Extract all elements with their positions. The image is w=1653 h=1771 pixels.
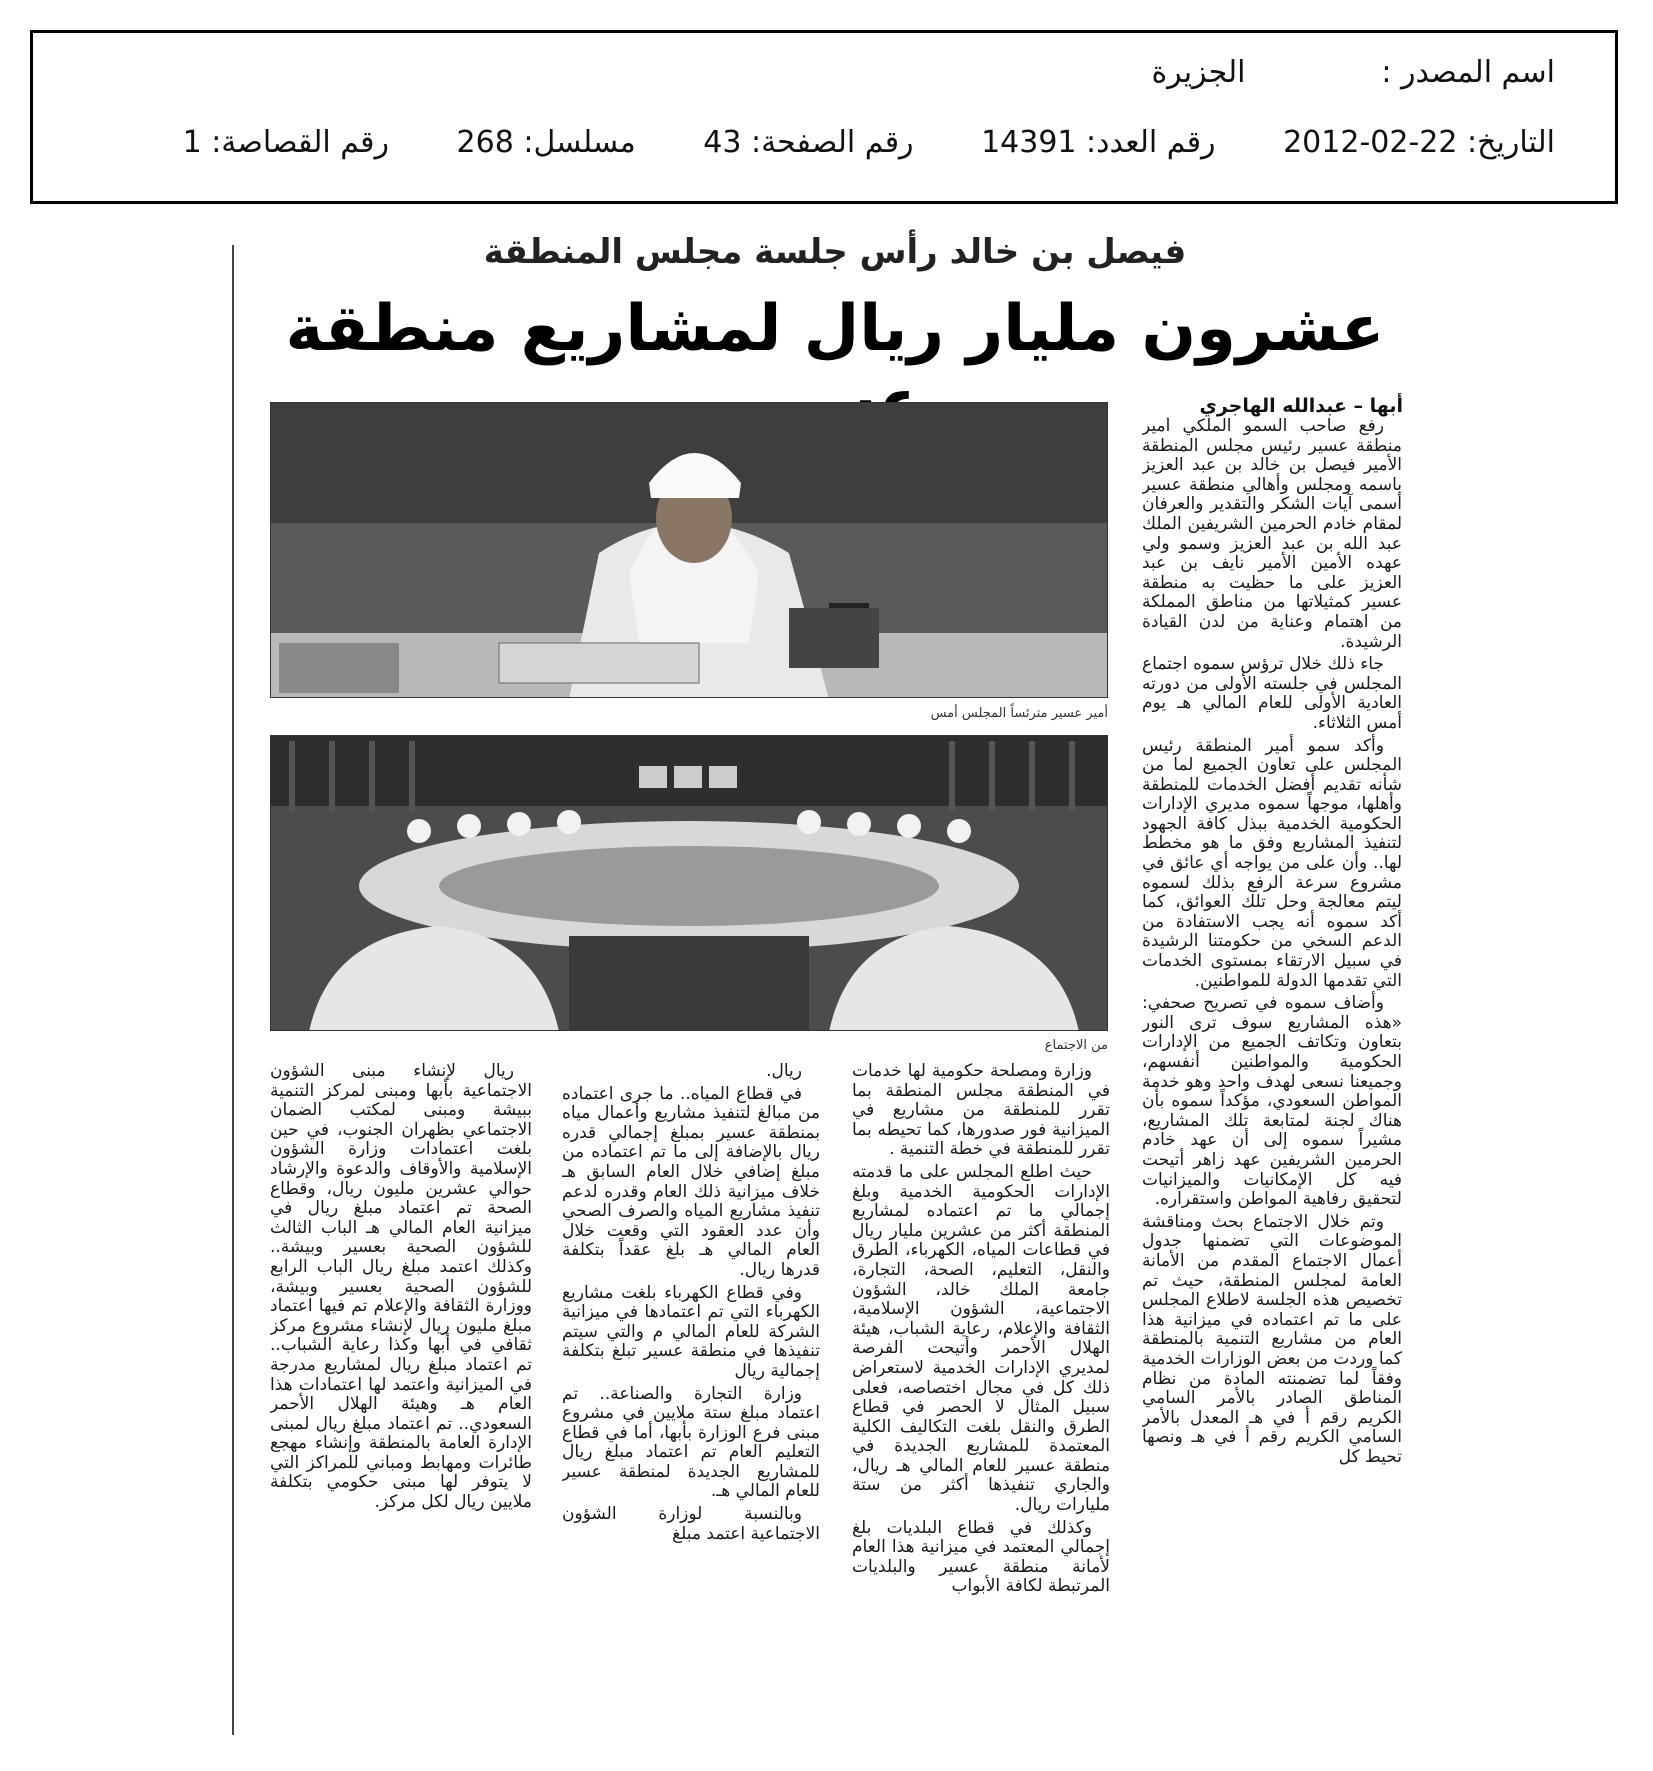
clip-field: رقم القصاصة: 1 [182,125,389,160]
photo-meeting-caption: من الاجتماع [1044,1038,1108,1053]
article-subtitle: فيصل بن خالد رأس جلسة مجلس المنطقة [483,232,1187,272]
article-column-2 [852,1062,1110,1748]
meta-row [183,125,1555,160]
photo-governor-caption: أمير عسير مترئساً المجلس أمس [930,706,1108,721]
paragraph: وأضاف سموه في تصريح صحفي: «هذه المشاريع سوف ترى النور بتعاون وتكاتف الجميع من الإدارات الحكومية والمواطنين أنفسهم، وجميعنا نسعى لهدف واحد وهو خدمة المواطن السعودي، مؤكداً سموه بأن هناك لجنة لمتابعة تلك المشاريع، مشيراً سموه إلى أن عهد خادم الحرمين الشريفين عهد زاهر أتيحت فيه كل الإمكانيات والميزانيات لتحقيق رفاهية المواطن واستقراره. [1142,993,1402,1210]
issue-field: رقم العدد: 14391 [981,125,1216,160]
article-headline: عشرون مليار ريال لمشاريع منطقة [285,292,1385,366]
clipping-header [30,30,1618,204]
paragraph: وبالنسبة لوزارة الشؤون الاجتماعية اعتمد مبلغ [562,1504,820,1544]
photo-meeting [270,735,1108,1031]
paragraph: ريال لإنشاء مبنى الشؤون الاجتماعية بأبها ومبنى لمركز التنمية ببيشة ومبنى لمكتب الضمان الاجتماعي بظهران الجنوب، في حين بلغت اعتمادات وزارة الشؤون الإسلامية والأوقاف والدعوة والإرشاد حوالي عشرين مليون ريال، وقطاع الصحة تم اعتماد مبلغ ريال في ميزانية العام المالي هـ الباب الثالث للشؤون الصحية بعسير وبيشة.. وكذلك اعتمد مبلغ ريال الباب الرابع للشؤون الصحية بعسير وبيشة، ووزارة الثقافة والإعلام تم فيها اعتماد مبلغ مليون ريال لإنشاء مشروع مركز ثقافي في أبها وكذا رعاية الشباب.. تم اعتماد مبلغ ريال لمشاريع مدرجة في الميزانية واعتمد لها اعتمادات هذا العام هـ وهيئة الهلال الأحمر السعودي.. تم اعتماد مبلغ ريال لمبنى الإدارة العامة بالمنطقة وإنشاء مهجع طائرات ومهابط ومباني للمراكز التي لا يتوفر لها مبنى حكومي بتكلفة ملايين ريال لكل مركز. [270,1062,532,1513]
article-column-1 [1142,417,1402,1747]
source-label: اسم المصدر : [1381,55,1555,90]
article-byline: أبها – عبدالله الهاجري [1199,395,1403,417]
article-column-3 [562,1062,820,1748]
paragraph: وكذلك في قطاع البلديات بلغ إجمالي المعتمد في ميزانية هذا العام لأمانة منطقة عسير والبلديات المرتبطة لكافة الأبواب [852,1517,1110,1597]
paragraph: وتم خلال الاجتماع بحث ومناقشة الموضوعات التي تضمنها جدول أعمال الاجتماع المقدم من الأمانة العامة لمجلس المنطقة، حيث تم تخصيص هذه الجلسة لاطلاع المجلس على ما تم اعتماده في ميزانية هذا العام من مشاريع التنمية بالمنطقة كما وردت من بعض الوزارات الخدمية وفقاً لما تضمنته المادة من نظام المناطق الصادر بالأمر السامي الكريم رقم أ في هـ المعدل بالأمر السامي الكريم رقم أ في هـ ونصها تحيط كل [1142,1211,1402,1467]
paragraph: وفي قطاع الكهرباء بلغت مشاريع الكهرباء التي تم اعتمادها في ميزانية الشركة للعام المالي م والتي سيتم تنفيذها في منطقة عسير تبلغ بتكلفة إجمالية ريال [562,1282,820,1381]
photo-governor-illustration [270,403,1107,698]
photo-meeting-illustration [270,736,1107,1031]
paragraph: وزارة التجارة والصناعة.. تم اعتماد مبلغ ستة ملايين في مشروع مبنى فرع الوزارة بأبها، أما في قطاع التعليم العام تم اعتماد مبلغ ريال للمشاريع الجديدة لمنطقة عسير للعام المالي هـ. [562,1383,820,1502]
column-rule [232,245,234,1735]
article-column-4 [270,1062,532,1748]
paragraph: حيث اطلع المجلس على ما قدمته الإدارات الحكومية الخدمية وبلغ إجمالي ما تم اعتماده لمشاريع المنطقة أكثر من عشرين مليار ريال في قطاعات المياه، الكهرباء، الطرق والنقل، التعليم، الصحة، التجارة، جامعة الملك خالد، الشؤون الاجتماعية، الشؤون الإسلامية، الثقافة والإعلام، رعاية الشباب، هيئة الهلال الأحمر وأتيحت الفرصة لمديري الإدارات الخدمية لاستعراض ذلك كل في مجال اختصاصه، فعلى سبيل المثال لا الحصر في قطاع الطرق والنقل بلغت التكاليف الكلية المعتمدة للمشاريع الجديدة في منطقة عسير للعام المالي هـ ريال، والجاري تنفيذها أكثر من ستة مليارات ريال. [852,1161,1110,1516]
source-row [1151,55,1555,90]
photo-governor [270,402,1108,698]
paragraph: ريال. [766,1062,802,1081]
serial-field: مسلسل: 268 [456,125,636,160]
page-field: رقم الصفحة: 43 [703,125,914,160]
paragraph: رفع صاحب السمو الملكي أمير منطقة عسير رئيس مجلس المنطقة الأمير فيصل بن خالد بن عبد العزيز باسمه ومجلس وأهالي منطقة عسير أسمى آيات الشكر والتقدير والعرفان لمقام خادم الحرمين الشريفين الملك عبد الله بن عبد العزيز وسمو ولي عهده الأمين الأمير نايف بن عبد العزيز على ما حظيت به منطقة عسير كمثيلاتها من مناطق المملكة من اهتمام وعناية من لدن القيادة الرشيدة. [1142,417,1402,652]
source-value: الجزيرة [1151,55,1246,90]
date-field: التاريخ: 22-02-2012 [1283,125,1555,160]
paragraph: في قطاع المياه.. ما جرى اعتماده من مبالغ لتنفيذ مشاريع وأعمال مياه بمنطقة عسير بمبلغ إجمالي قدره ريال بالإضافة إلى ما تم اعتماده من مبلغ إضافي خلال العام السابق هـ خلاف ميزانية ذلك العام وقدره لدعم تنفيذ مشاريع المياه والصرف الصحي وأن عدد العقود التي وقعت خلال العام المالي هـ بلغ عقداً بتكلفة قدرها ريال. [562,1083,820,1280]
paragraph: وأكد سمو أمير المنطقة رئيس المجلس على تعاون الجميع لما من شأنه تقديم أفضل الخدمات للمنطقة وأهلها، موجهاً سموه مديري الإدارات الحكومية الخدمية ببذل كافة الجهود لتنفيذ المشاريع وفق ما هو مخطط لها.. وأن على من يواجه أي عائق في مشروع سرعة الرفع بذلك لسموه ليتم معالجة وحل تلك العوائق، كما أكد سموه أنه يجب الاستفادة من الدعم السخي من حكومتنا الرشيدة في سبيل الارتقاء بمستوى الخدمات التي تقدمها الدولة للمواطنين. [1142,735,1402,991]
paragraph: جاء ذلك خلال ترؤس سموه اجتماع المجلس في جلسته الأولى من دورته العادية الأولى للعام المالي هـ يوم أمس الثلاثاء. [1142,654,1402,733]
paragraph: وزارة ومصلحة حكومية لها خدمات في المنطقة مجلس المنطقة بما تقرر للمنطقة من مشاريع في الميزانية فور صدورها، كما تحيطه بما تقرر للمنطقة في خطة التنمية . [852,1062,1110,1160]
